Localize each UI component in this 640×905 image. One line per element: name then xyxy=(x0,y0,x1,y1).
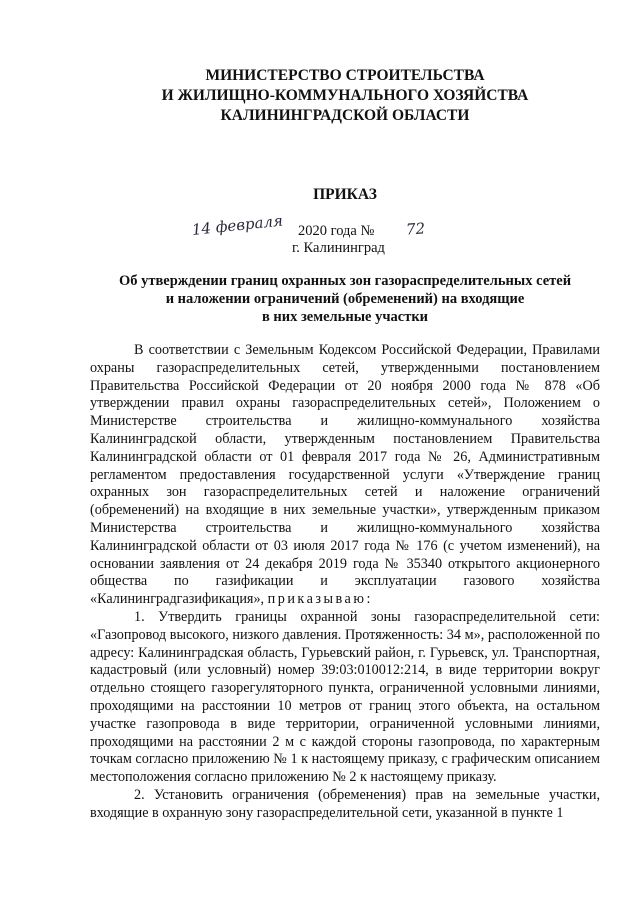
document-body xyxy=(90,342,600,823)
subject-line-3: в них земельные участки xyxy=(261,309,429,325)
preamble-paragraph xyxy=(90,342,600,609)
item-2-paragraph: 2. Установить ограничения (обременения) прав на земельные участки, входящие в охранную зону газораспределительной сети, указанной в пункте 1 xyxy=(90,786,600,821)
header-line-1: МИНИСТЕРСТВО СТРОИТЕЛЬСТВА xyxy=(205,67,485,84)
order-word: приказываю: xyxy=(267,591,373,608)
header-line-2: И ЖИЛИЩНО-КОММУНАЛЬНОГО ХОЗЯЙСТВА xyxy=(161,87,529,104)
preamble-text: В соответствии с Земельным Кодексом Российской Федерации, Правилами охраны газораспределительных сетей, утвержденными постановлением Правительства Российской Федерации от 20 ноября 2000 года № 878 «Об утверждении правил охраны газораспределительных сетей», Положением о Министерстве строительства и жилищно-коммунального хозяйства Калининградской области, утвержденным постановлением Правительства Калининградской области от 01 февраля 2017 года № 26, Административным регламентом предоставления государственной услуги «Утверждение границ охранных зон газораспределительных сетей и наложение ограничений (обременений) на входящие в них земельные участки», утвержденным приказом Министерства строительства и жилищно-коммунального хозяйства Калининградской области от 03 июля 2017 года № 176 (с учетом изменений), на основании заявления от 24 декабря 2019 года № 35340 открытого акционерного общества по газификации и эксплуатации газового хозяйства «Калининградгазификация», xyxy=(90,342,600,608)
header-line-3: КАЛИНИНГРАДСКОЙ ОБЛАСТИ xyxy=(220,107,470,124)
printed-year-number: 2020 года № xyxy=(298,223,375,239)
subject-line-1: Об утверждении границ охранных зон газораспределительных сетей xyxy=(118,273,572,289)
order-subject xyxy=(90,272,600,326)
item-1-paragraph: 1. Утвердить границы охранной зоны газораспределительной сети: «Газопровод высокого, низкого давления. Протяженность: 34 м», расположенной по адресу: Калининградская область, Гурьевский район, г. Гурьевск, ул. Транспортная, кадастровый (или условный) номер 39:03:010012:214, в виде территории вокруг отдельно стоящего газорегуляторного пункта, ограниченной условными линиями, проходящими на расстоянии 10 метров от границ этого объекта, на остальном участке газопровода в виде территории, ограниченной условными линиями, проходящими на расстоянии 2 м с каждой стороны газопровода, по характерным точкам согласно приложению № 1 к настоящему приказу, с графическим описанием местоположения согласно приложению № 2 к настоящему приказу. xyxy=(90,608,600,786)
ministry-header xyxy=(90,66,600,126)
city-line: г. Калининград xyxy=(292,240,385,256)
document-type-title: ПРИКАЗ xyxy=(313,186,377,203)
handwritten-order-number: 72 xyxy=(405,219,426,239)
subject-line-2: и наложении ограничений (обременений) на входящие xyxy=(165,291,525,307)
handwritten-date: 14 февраля xyxy=(191,211,284,239)
